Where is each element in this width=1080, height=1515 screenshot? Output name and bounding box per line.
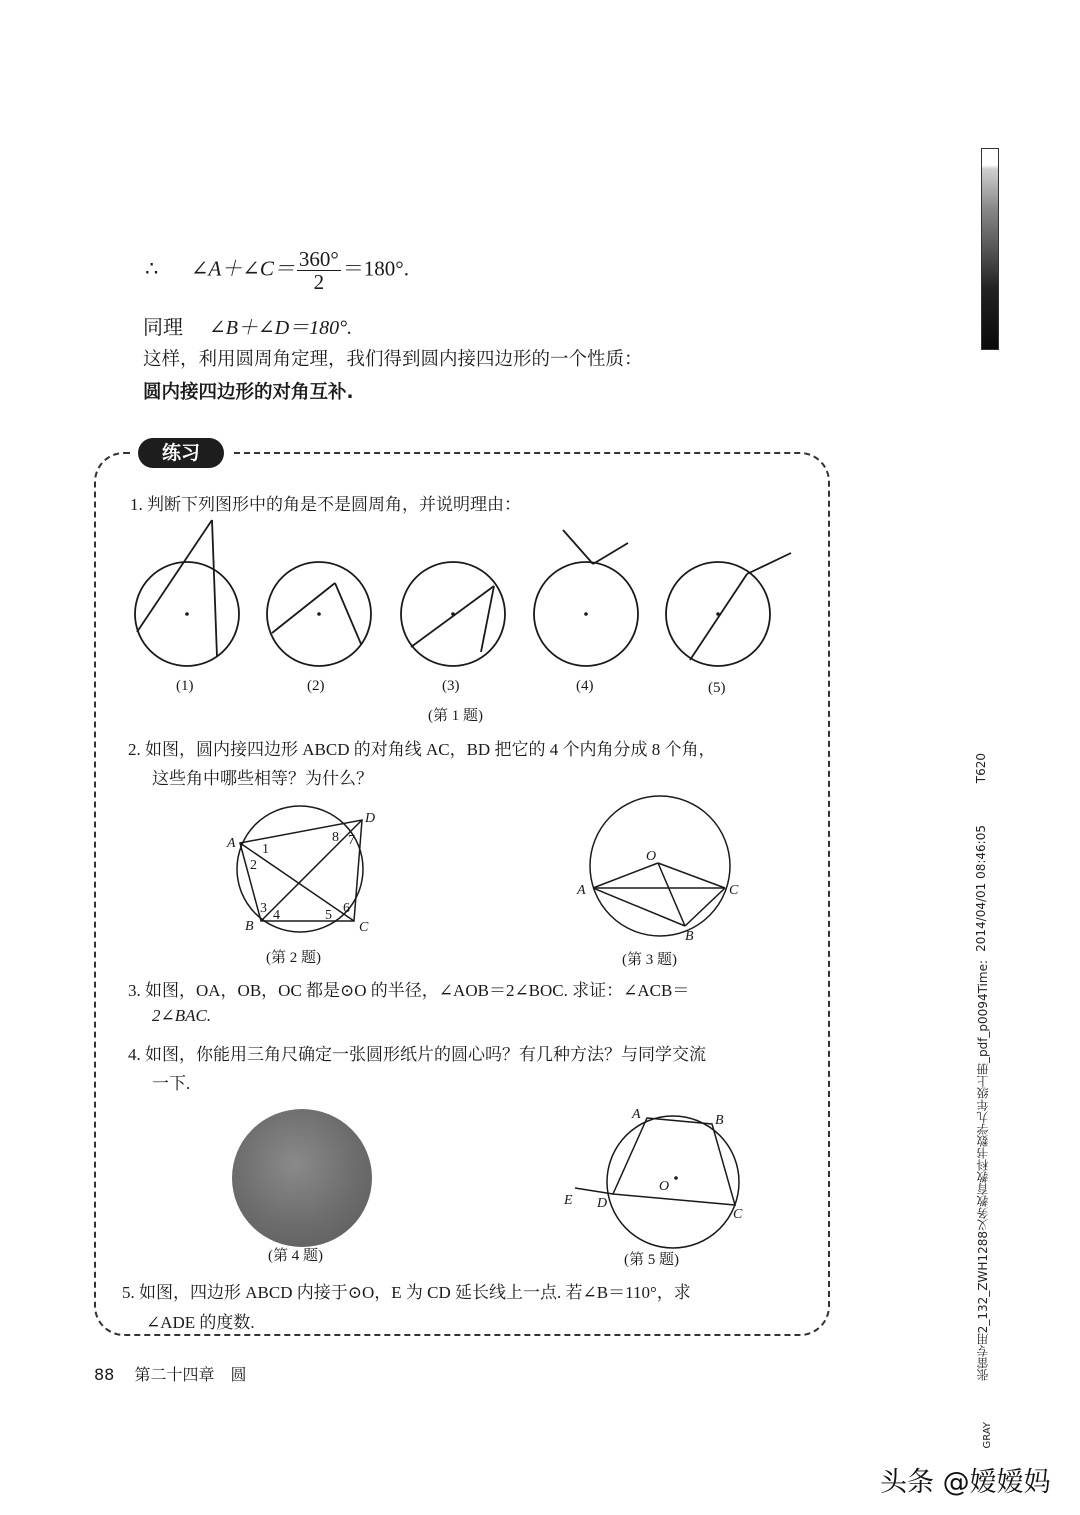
svg-text:7: 7 (348, 833, 355, 848)
chapter-title: 第二十四章 圆 (134, 1365, 247, 1384)
svg-text:3: 3 (260, 901, 267, 916)
proof-line-2 (143, 311, 352, 340)
svg-text:1: 1 (262, 842, 269, 857)
fraction (297, 248, 341, 293)
proof-expr-right: ＝180°. (342, 256, 409, 281)
svg-text:B: B (715, 1113, 724, 1128)
question-3-caption: (第 3 题) (622, 952, 677, 968)
svg-text:B: B (685, 929, 694, 944)
svg-text:O: O (659, 1179, 670, 1194)
svg-text:A: A (227, 836, 236, 851)
figure-4-label: (4) (576, 678, 594, 694)
watermark: 头条 @嫒嫒妈 (880, 1467, 1051, 1498)
svg-text:B: B (245, 919, 254, 934)
svg-text:A: A (577, 883, 586, 898)
question-5-figure (555, 1100, 770, 1250)
exercise-badge: 练习 (138, 438, 224, 468)
question-2-figure (220, 795, 400, 945)
svg-text:E: E (564, 1193, 573, 1208)
proof-line-3: 这样，利用圆周角定理，我们得到圆内接四边形的一个性质： (143, 349, 643, 370)
figure-5-label: (5) (708, 680, 726, 696)
figure-3-label: (3) (442, 678, 460, 694)
svg-text:D: D (365, 811, 376, 826)
question-4-line-2: 一下. (152, 1074, 191, 1093)
question-5-line-1: 5. 如图，四边形 ABCD 内接于⊙O，E 为 CD 延长线上一点. 若∠B＝110°，求 (122, 1283, 691, 1302)
side-margin-mode: GRAY (982, 1422, 993, 1449)
question-5-line-2: ∠ADE 的度数. (146, 1313, 255, 1332)
proof-line-2-label: 同理 (143, 317, 183, 339)
question-2-line-1: 2. 如图，圆内接四边形 ABCD 的对角线 AC，BD 把它的 4 个内角分成 8 个角， (128, 740, 716, 759)
svg-text:A: A (632, 1107, 641, 1122)
svg-text:D: D (597, 1196, 608, 1211)
side-margin-file-info: 张雷专用2_132_ZWH1288义务教育教科书数学九年级上册_pdf_p0094Time: (976, 960, 990, 1382)
question-3-figure (575, 790, 745, 950)
fraction-denominator: 2 (313, 270, 325, 294)
question-3-line-2: 2∠BAC. (152, 1006, 212, 1025)
question-2-line-2: 这些角中哪些相等？为什么？ (152, 769, 373, 788)
question-4-caption: (第 4 题) (268, 1248, 323, 1264)
figure-2-label: (2) (307, 678, 325, 694)
therefore-symbol: ∴ (145, 256, 159, 281)
side-margin-timestamp: 2014/04/01 08:46:05 (974, 825, 988, 952)
svg-text:C: C (359, 920, 369, 935)
svg-text:8: 8 (332, 830, 339, 845)
question-2-caption: (第 2 题) (266, 950, 321, 966)
page-footer (94, 1362, 247, 1385)
question-5-caption: (第 5 题) (624, 1252, 679, 1268)
grayscale-calibration-bar (981, 148, 999, 350)
question-1-figures (120, 510, 820, 700)
svg-text:6: 6 (343, 901, 350, 916)
svg-text:5: 5 (325, 908, 332, 923)
svg-text:2: 2 (250, 858, 257, 873)
proof-expr-left: ∠A＋∠C＝ (190, 256, 295, 281)
svg-text:O: O (646, 849, 657, 864)
circular-paper-figure (232, 1109, 372, 1247)
question-1-text: 1. 判断下列图形中的角是不是圆周角，并说明理由： (130, 495, 521, 514)
fraction-numerator: 360° (298, 247, 339, 271)
svg-text:C: C (733, 1207, 743, 1222)
proof-line-2-expr: ∠B＋∠D＝180°. (209, 317, 353, 339)
side-margin-code: T620 (974, 753, 988, 784)
proof-line-1 (145, 248, 409, 293)
svg-text:4: 4 (273, 908, 280, 923)
page-number: 88 (94, 1365, 115, 1384)
theorem-statement: 圆内接四边形的对角互补. (143, 382, 354, 403)
question-4-line-1: 4. 如图，你能用三角尺确定一张圆形纸片的圆心吗？有几种方法？与同学交流 (128, 1045, 706, 1064)
svg-text:C: C (729, 883, 739, 898)
figure-1-label: (1) (176, 678, 194, 694)
question-3-line-1: 3. 如图，OA，OB，OC 都是⊙O 的半径，∠AOB＝2∠BOC. 求证：∠ACB＝ (128, 981, 690, 1000)
question-1-caption: (第 1 题) (428, 708, 483, 724)
